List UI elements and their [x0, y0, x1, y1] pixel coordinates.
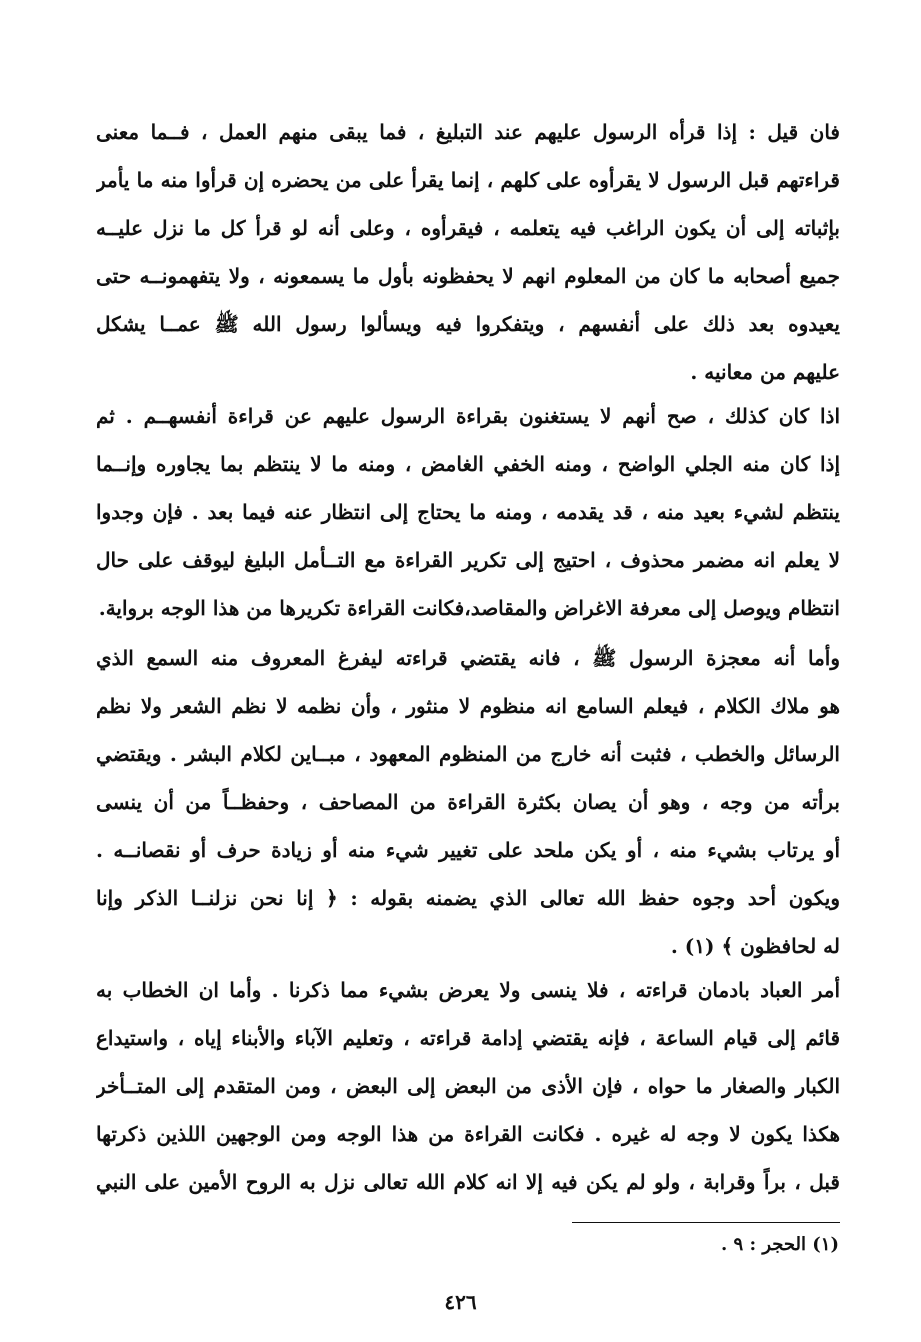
paragraph-4 [96, 966, 840, 1206]
text-line: هكذا يكون لا وجه له غيره . فكانت القراءة من هذا الوجه ومن الوجهين اللذين ذكرتها [96, 1122, 840, 1146]
text-line: أمر العباد بادمان قراءته ، فلا ينسى ولا يعرض بشيء مما ذكرنا . وأما ان الخطاب به [96, 978, 840, 1002]
text-line: يعيدوه بعد ذلك على أنفسهم ، ويتفكروا فيه ويسألوا رسول الله ﷺ عمــا يشكل [96, 312, 840, 336]
text-line: برأته من وجه ، وهو أن يصان بكثرة القراءة من المصاحف ، وحفظــاً من أن ينسى [96, 790, 840, 814]
paragraph-1 [96, 108, 840, 396]
text-line: الرسائل والخطب ، فثبت أنه خارج من المنظوم المعهود ، مبــاين لكلام البشر . ويقتضي [96, 742, 840, 766]
text-line: عليهم من معانيه . [690, 360, 840, 384]
text-line: قراءتهم قبل الرسول لا يقرأوه على كلهم ، إنما يقرأ على من يحضره إن قرأوا منه ما يأمر [96, 168, 840, 192]
paragraph-3 [96, 634, 840, 970]
text-line: أو يرتاب بشيء منه ، أو يكن ملحد على تغيير شيء منه أو زيادة حرف أو نقصانــه . [96, 838, 840, 862]
text-line: قبل ، براً وقرابة ، ولو لم يكن فيه إلا انه كلام الله تعالى نزل به الروح الأمين على النبي [96, 1170, 840, 1194]
text-line: إذا كان منه الجلي الواضح ، ومنه الخفي الغامض ، ومنه ما لا ينتظم بما يجاوره وإنــما [96, 452, 840, 476]
paragraph-2 [96, 392, 840, 632]
text-line: له لحافظون ﴾ (١) . [670, 934, 840, 958]
text-line: ويكون أحد وجوه حفظ الله تعالى الذي يضمنه بقوله : ﴿ إنا نحن نزلنــا الذكر وإنا [96, 886, 840, 910]
text-line: بإثباته إلى أن يكون الراغب فيه يتعلمه ، فيقرأوه ، وعلى أنه لو قرأ كل ما نزل عليــه [96, 216, 840, 240]
page-number: ٤٢٦ [444, 1290, 477, 1314]
footnote-divider [572, 1222, 840, 1223]
text-line: قائم إلى قيام الساعة ، فإنه يقتضي إدامة قراءته ، وتعليم الآباء والأبناء إياه ، واستيداع [96, 1026, 840, 1050]
text-line: ينتظم لشيء بعيد منه ، قد يقدمه ، ومنه ما يحتاج إلى انتظار عنه فيما بعد . فإن وجدوا [96, 500, 840, 524]
text-line: وأما أنه معجزة الرسول ﷺ ، فانه يقتضي قراءته ليفرغ المعروف منه السمع الذي [96, 646, 840, 670]
text-line: اذا كان كذلك ، صح أنهم لا يستغنون بقراءة الرسول عليهم عن قراءة أنفسهــم . ثم [96, 404, 840, 428]
footnote: (١) الحجر : ٩ . [720, 1234, 839, 1255]
text-line: جميع أصحابه ما كان من المعلوم انهم لا يحفظونه بأول ما يسمعونه ، ولا يتفهمونــه حتى [96, 264, 840, 288]
text-line: هو ملاك الكلام ، فيعلم السامع انه منظوم لا منثور ، وأن نظمه لا نظم الشعر ولا نظم [96, 694, 840, 718]
text-line: انتظام ويوصل إلى معرفة الاغراض والمقاصد،فكانت القراءة تكريرها من هذا الوجه برواية. [98, 596, 840, 620]
text-line: لا يعلم انه مضمر محذوف ، احتيج إلى تكرير القراءة مع التــأمل البليغ ليوقف على حال [96, 548, 840, 572]
text-line: فان قيل : إذا قرأه الرسول عليهم عند التبليغ ، فما يبقى منهم العمل ، فــما معنى [96, 120, 840, 144]
text-line: الكبار والصغار ما حواه ، فإن الأذى من البعض إلى البعض ، ومن المتقدم إلى المتــأخر [96, 1074, 840, 1098]
